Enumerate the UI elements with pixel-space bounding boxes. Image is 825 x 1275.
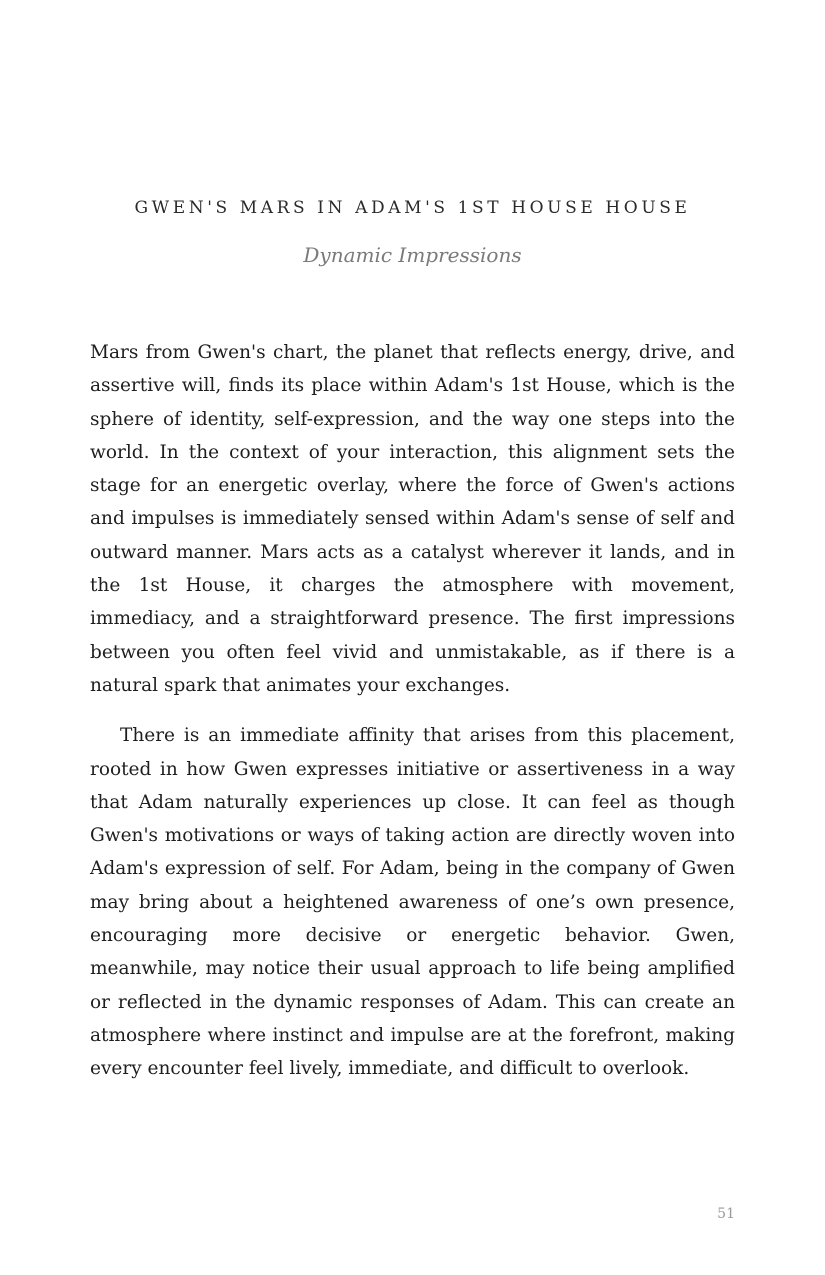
page-number: 51 (717, 1206, 735, 1222)
paragraph-2: There is an immediate affinity that arises from this placement, rooted in how Gwen expresses initiative or assertiveness in a way that Adam naturally experiences up close. It can feel as though Gwen's motivations or ways of taking action are directly woven into Adam's expression of self. For Adam, being in the company of Gwen may bring about a heightened awareness of one’s own presence, encouraging more decisive or energetic behavior. Gwen, meanwhile, may notice their usual approach to life being amplified or reflected in the dynamic responses of Adam. This can create an atmosphere where instinct and impulse are at the forefront, making every encounter feel lively, immediate, and difficult to overlook. (90, 725, 735, 1080)
section-subheading: Dynamic Impressions (303, 243, 522, 267)
paragraph-1: Mars from Gwen's chart, the planet that reflects energy, drive, and assertive will, finds its place within Adam's 1st House, which is the sphere of identity, self-expression, and the way one steps into the world. In the context of your interaction, this alignment sets the stage for an energetic overlay, where the force of Gwen's actions and impulses is immediately sensed within Adam's sense of self and outward manner. Mars acts as a catalyst wherever it lands, and in the 1st House, it charges the atmosphere with movement, immediacy, and a straightforward presence. The first impressions between you often feel vivid and unmistakable, as if there is a natural spark that animates your exchanges. (90, 342, 735, 696)
body-text (90, 336, 735, 1086)
section-heading: GWEN'S MARS IN ADAM'S 1ST HOUSE HOUSE (134, 198, 691, 218)
